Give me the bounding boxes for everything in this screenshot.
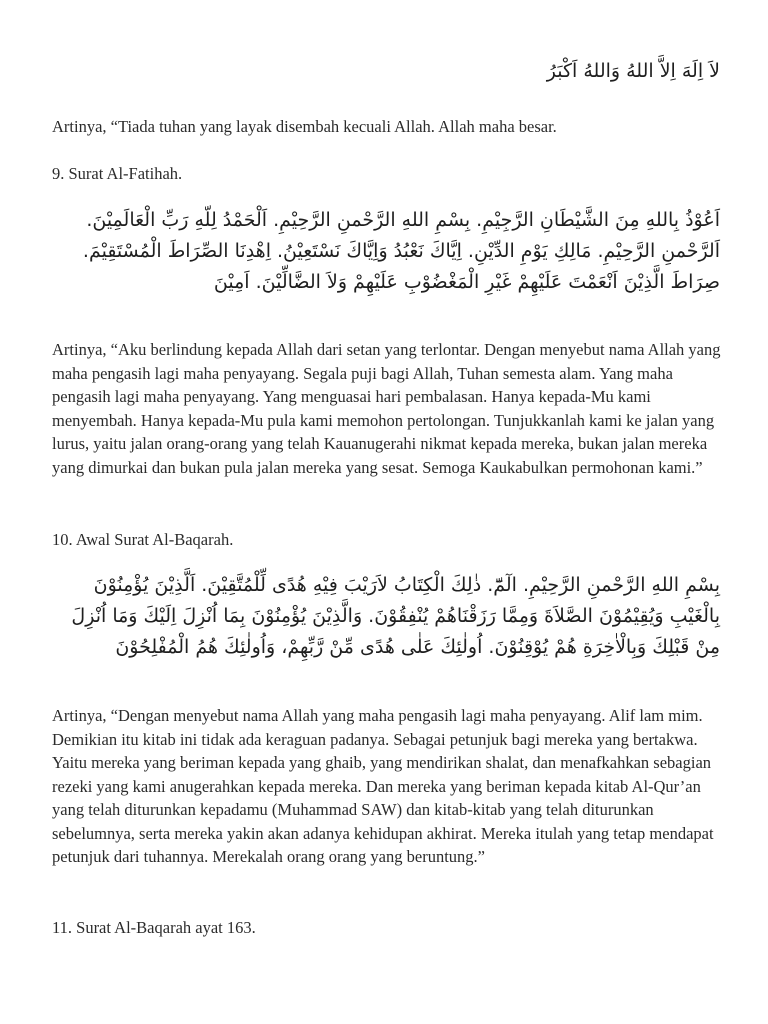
translation-tahlil-takbir: Artinya, “Tiada tuhan yang layak disembah kecuali Allah. Allah maha besar.: [52, 117, 557, 136]
translation-al-baqarah-opening: Artinya, “Dengan menyebut nama Allah yang maha pengasih lagi maha penyayang. Alif lam mim. Demikian itu kitab ini tidak ada keraguan padanya. Sebagai petunjuk bagi mereka yang bertakwa. Yaitu mereka yang beriman kepada yang ghaib, yang mendirikan shalat, dan menafkahkan sebagian rezeki yang kami anugerahkan kepada mereka. Dan mereka yang beriman kepada kitab Al-Qur’an yang telah diturunkan kepadamu (Muhammad SAW) dan kitab-kitab yang telah diturunkan sebelumnya, serta mereka yakin akan adanya kehidupan akhirat. Mereka itulah yang tetap mendapat petunjuk dari tuhannya. Merekalah orang orang yang beruntung.”: [52, 706, 714, 866]
section-heading-11: 11. Surat Al-Baqarah ayat 163.: [52, 918, 256, 937]
arabic-al-fatihah: اَعُوْذُ بِاللهِ مِنَ الشَّيْطَانِ الرَّجِيْمِ. بِسْمِ اللهِ الرَّحْمنِ الرَّحِيْمِ. اَلْحَمْدُ لِلّهِ رَبِّ الْعَالَمِيْنَ. اَلرَّحْمنِ الرَّحِيْمِ. مَالِكِ يَوْمِ الدِّيْنِ. اِيَّاكَ نَعْبُدُ وَاِيَّاكَ نَسْتَعِيْنُ. اِهْدِنَا الصِّرَاطَ الْمُسْتَقِيْمَ. صِرَاطَ الَّذِيْنَ اَنْعَمْتَ عَلَيْهِمْ غَيْرِ الْمَغْضُوْبِ عَلَيْهِمْ وَلاَ الضَّالِّيْنَ. اَمِيْنَ: [82, 209, 720, 293]
section-heading-9: 9. Surat Al-Fatihah.: [52, 164, 183, 183]
arabic-tahlil-takbir: لاَ اِلَهَ اِلاَّ اللهُ وَاللهُ اَكْبَرُ: [546, 60, 720, 82]
document-page: [52, 0, 724, 1024]
arabic-al-baqarah-opening: بِسْمِ اللهِ الرَّحْمنِ الرَّحِيْمِ. الٓمّٓ. ذٰلِكَ الْكِتَابُ لاَرَيْبَ فِيْهِ هُدًى لِّلْمُتَّقِيْنَ. اَلَّذِيْنَ يُؤْمِنُوْنَ بِالْغَيْبِ وَيُقِيْمُوْنَ الصَّلاَةَ وَمِمَّا رَزَقْنَاهُمْ يُنْفِقُوْنَ. وَالَّذِيْنَ يُؤْمِنُوْنَ بِمَا اُنْزِلَ اِلَيْكَ وَمَا اُنْزِلَ مِنْ قَبْلِكَ وَبِالْاٰخِرَةِ هُمْ يُوْقِنُوْنَ. اُولٰئِكَ عَلٰى هُدًى مِّنْ رَّبِّهِمْ، وَاُولٰئِكَ هُمُ الْمُفْلِحُوْنَ: [71, 574, 720, 658]
section-heading-10: 10. Awal Surat Al-Baqarah.: [52, 530, 234, 549]
translation-al-fatihah: Artinya, “Aku berlindung kepada Allah dari setan yang terlontar. Dengan menyebut nama Allah yang maha pengasih lagi maha penyayang. Segala puji bagi Allah, Tuhan semesta alam. Yang maha pengasih lagi maha penyayang. Yang menguasai hari pembalasan. Hanya kepada-Mu kami menyembah. Hanya kepada-Mu pula kami memohon pertolongan. Tunjukkanlah kami ke jalan yang lurus, yaitu jalan orang-orang yang telah Kauanugerahi nikmat kepada mereka, bukan jalan mereka yang dimurkai dan bukan pula jalan mereka yang sesat. Semoga Kaukabulkan permohonan kami.”: [52, 340, 721, 477]
